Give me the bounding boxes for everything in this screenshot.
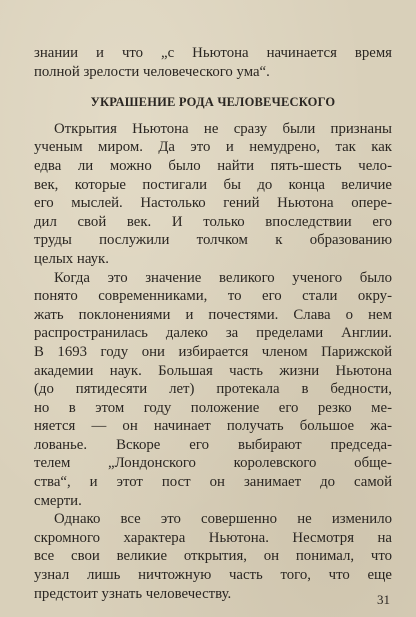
text-line: ства“, и этот пост он занимает до самой	[34, 474, 392, 491]
text-line: узнал лишь ничтожную часть того, что еще	[34, 567, 392, 584]
text-line: скромного характера Ньютона. Несмотря на	[34, 529, 392, 546]
page-text	[34, 44, 392, 603]
text-line: ученым миром. Да это и немудрено, так как	[34, 139, 392, 156]
text-line: полной зрелости человеческого ума“.	[34, 63, 270, 80]
section-heading: УКРАШЕНИЕ РОДА ЧЕЛОВЕЧЕСКОГО	[90, 95, 336, 110]
text-line: едва ли можно было найти пять-шесть чело-	[34, 157, 392, 174]
text-line: телем „Лондонского королевского обще-	[34, 455, 392, 472]
text-line: предстоит узнать человечеству.	[34, 585, 232, 602]
text-line: жать поклонениями и почестями. Слава о нем	[34, 306, 392, 323]
text-line: лованье. Вскоре его выбирают председа-	[34, 436, 392, 453]
text-line: Когда это значение великого ученого было	[54, 269, 392, 286]
page-number: 31	[377, 592, 390, 607]
text-line: понято современниками, то его стали окру-	[34, 288, 392, 305]
text-line: но в этом году положение его резко ме-	[34, 399, 392, 416]
text-line: (до пятидесяти лет) протекала в бедности,	[34, 381, 392, 398]
text-line: все свои великие открытия, он понимал, что	[34, 548, 392, 565]
text-line: смерти.	[34, 492, 82, 509]
text-line: В 1693 году они избирается членом Парижской	[34, 343, 392, 360]
text-line: распространилась далеко за пределами Англии.	[34, 325, 392, 342]
text-line: целых наук.	[34, 250, 109, 267]
text-line: его мыслей. Настолько гений Ньютона опере-	[34, 195, 392, 212]
text-line: Открытия Ньютона не сразу были признаны	[54, 120, 392, 137]
text-line: дил свой век. И только впоследствии его	[34, 213, 392, 230]
text-line: знании и что „с Ньютона начинается время	[34, 45, 392, 61]
text-line: академии наук. Большая часть жизни Ньютона	[34, 362, 392, 379]
text-line: няется — он начинает получать большое жа-	[34, 418, 392, 435]
text-line: труды послужили толчком к образованию	[34, 232, 392, 249]
text-line: Однако все это совершенно не изменило	[54, 511, 392, 528]
text-line: век, которые постигали бы до конца величие	[34, 176, 392, 193]
